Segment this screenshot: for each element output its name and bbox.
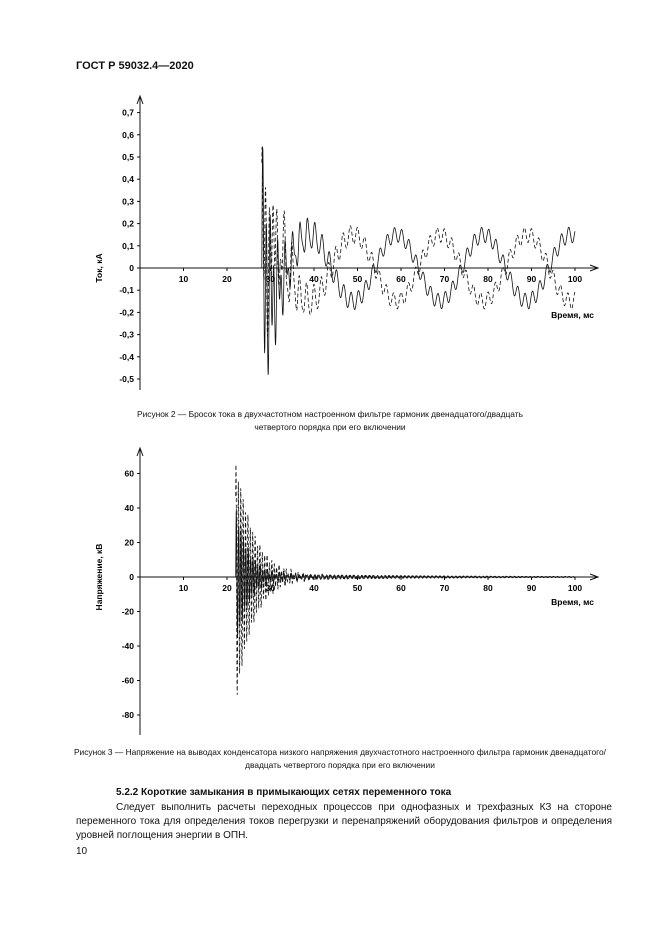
figure2-caption: Рисунок 2 — Бросок тока в двухчастотном настроенном фильтре гармоник двенадцатого/двадцать четвертого порядка при его включении: [137, 409, 523, 432]
y-tick-label: 0,7: [122, 107, 134, 118]
y-tick-label: -0,3: [119, 329, 134, 340]
y-tick-label: 40: [124, 503, 134, 513]
section-paragraph: [76, 801, 612, 843]
figure2-current-chart: [0, 90, 661, 400]
x-tick-label: 70: [439, 583, 450, 593]
y-axis-label: Ток, кА: [94, 253, 104, 283]
y-tick-label: -40: [121, 641, 134, 651]
figure3-voltage-chart: [0, 440, 661, 740]
y-tick-label: 0,4: [122, 174, 134, 185]
x-tick-label: 10: [178, 274, 189, 284]
x-tick-label: 30: [265, 583, 276, 593]
series-solid-line: [236, 509, 575, 636]
x-tick-label: 80: [483, 274, 493, 284]
y-tick-label: 0: [129, 263, 134, 273]
y-tick-label: 0,2: [122, 218, 134, 229]
figure3-caption: Рисунок 3 — Напряжение на выводах конденсатора низкого напряжения двухчастотного настроенного фильтра гармоник двенадцатого/двадцать четвертого порядка при его включении: [73, 747, 607, 770]
y-tick-label: -20: [121, 606, 134, 617]
y-tick-label: -60: [121, 675, 134, 686]
series-dashed-line: [236, 465, 575, 695]
y-tick-label: 60: [124, 468, 134, 479]
y-tick-label: -80: [121, 710, 134, 720]
x-tick-label: 90: [526, 274, 537, 284]
x-tick-label: 20: [222, 274, 232, 284]
section-paragraph-text: Следует выполнить расчеты переходных процессов при однофазных и трехфазных КЗ на стороне переменного тока для определения токов перегрузки и перенапряжений оборудования фильтров и определения уровней поглощения энергии в ОПН.: [76, 802, 612, 841]
x-axis-label: Время, мс: [551, 310, 594, 320]
y-tick-label: 20: [124, 537, 134, 548]
x-tick-label: 40: [309, 274, 319, 284]
x-tick-label: 100: [567, 274, 583, 284]
x-tick-label: 70: [439, 274, 450, 284]
x-tick-label: 50: [352, 274, 363, 284]
y-tick-label: -0,4: [119, 351, 134, 362]
series-solid-line: [262, 147, 575, 375]
y-tick-label: -0,5: [119, 374, 134, 384]
y-tick-label: 0,3: [122, 196, 134, 207]
x-tick-label: 90: [526, 583, 537, 593]
x-tick-label: 80: [483, 583, 493, 593]
section-heading: 5.2.2 Короткие замыкания в примыкающих сетях переменного тока: [116, 787, 452, 798]
x-tick-label: 60: [396, 274, 406, 284]
x-tick-label: 30: [265, 274, 276, 284]
x-tick-label: 100: [567, 583, 583, 593]
y-tick-label: 0,1: [122, 240, 134, 251]
x-tick-label: 20: [222, 583, 232, 593]
y-tick-label: 0,6: [122, 129, 134, 140]
y-tick-label: -0,1: [119, 285, 134, 296]
x-tick-label: 10: [178, 583, 189, 593]
x-tick-label: 40: [309, 583, 319, 593]
x-tick-label: 60: [396, 583, 406, 593]
x-tick-label: 50: [352, 583, 363, 593]
document-header: ГОСТ Р 59032.4—2020: [76, 60, 194, 72]
page-number: 10: [76, 846, 88, 857]
y-tick-label: -0,2: [119, 307, 134, 318]
y-tick-label: 0,5: [122, 152, 134, 162]
x-axis-label: Время, мс: [551, 597, 594, 607]
y-axis-label: Напряжение, кВ: [94, 543, 104, 611]
y-tick-label: 0: [129, 572, 134, 582]
